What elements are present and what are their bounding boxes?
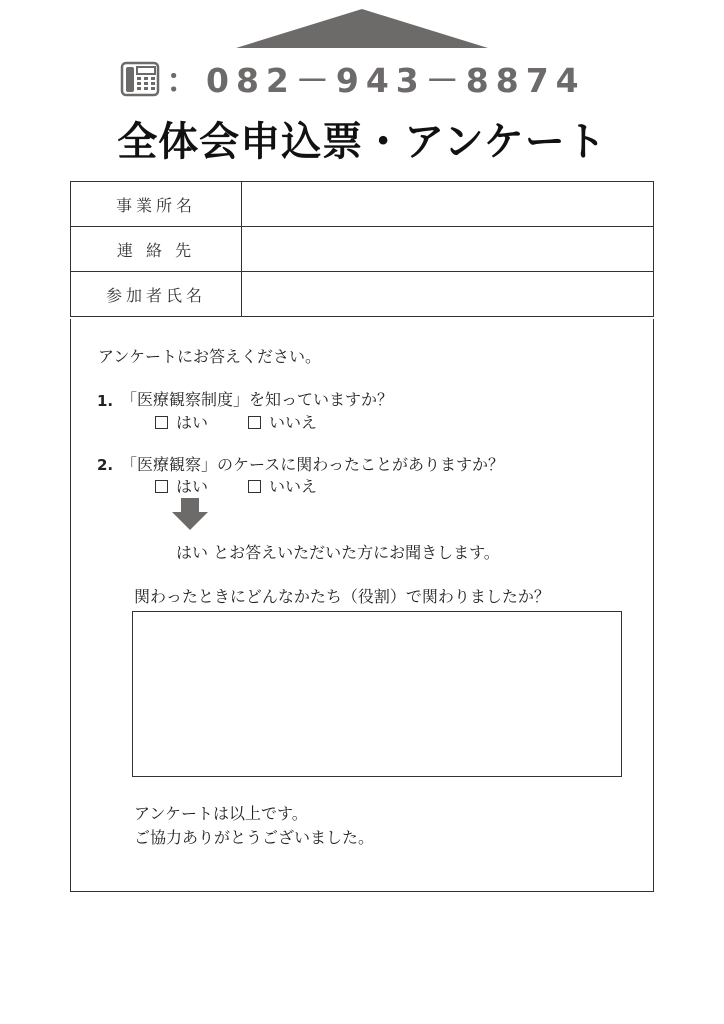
closing-line-2: ご協力ありがとうございました。 (134, 828, 375, 847)
office-name-label: 事業所名 (71, 182, 242, 227)
table-row (71, 182, 654, 227)
applicant-info-table (70, 181, 654, 317)
option-label: はい (176, 413, 209, 432)
option-label: はい (176, 477, 209, 496)
down-arrow-icon (172, 498, 208, 530)
phone-row (120, 58, 586, 98)
role-answer-textarea[interactable] (132, 611, 622, 777)
question-1-no-option[interactable] (248, 410, 317, 433)
question-1-number: 1. (97, 392, 114, 410)
phone-number: ：082－943－8874 (166, 60, 586, 100)
followup-note: はい とお答えいただいた方にお聞きします。 (176, 543, 500, 562)
contact-field[interactable] (242, 227, 654, 272)
checkbox-icon[interactable] (248, 416, 261, 429)
contact-label: 連 絡 先 (71, 227, 242, 272)
checkbox-icon[interactable] (155, 416, 168, 429)
checkbox-icon[interactable] (248, 480, 261, 493)
question-1-yes-option[interactable] (155, 410, 208, 433)
table-row (71, 227, 654, 272)
checkbox-icon[interactable] (155, 480, 168, 493)
page-title: 全体会申込票・アンケート (117, 119, 607, 165)
closing-line-1: アンケートは以上です。 (134, 804, 308, 823)
survey-intro: アンケートにお答えください。 (98, 347, 322, 366)
telephone-icon (120, 59, 160, 97)
option-label: いいえ (269, 413, 318, 432)
question-2-text: 「医療観察」のケースに関わったことがありますか？ (121, 455, 505, 474)
followup-question: 関わったときにどんなかたち（役割）で関わりましたか？ (134, 587, 550, 606)
question-2-yes-option[interactable] (155, 474, 208, 497)
option-label: いいえ (269, 477, 318, 496)
question-2-number: 2. (97, 456, 114, 474)
office-name-field[interactable] (242, 182, 654, 227)
participant-name-label: 参加者氏名 (71, 272, 242, 317)
question-2-no-option[interactable] (248, 474, 317, 497)
roof-decoration (236, 9, 488, 48)
table-row (71, 272, 654, 317)
participant-name-field[interactable] (242, 272, 654, 317)
question-1-text: 「医療観察制度」を知っていますか？ (121, 390, 394, 409)
